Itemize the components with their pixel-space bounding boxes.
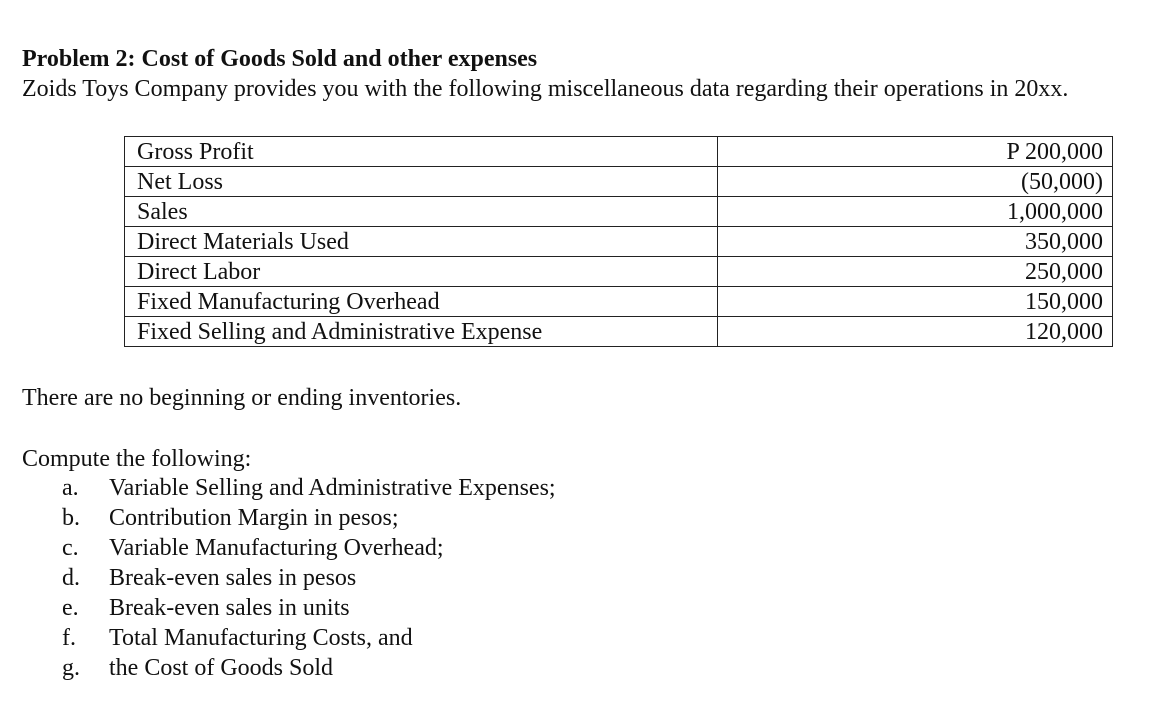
compute-heading: Compute the following: [22, 446, 252, 472]
row-label: Gross Profit [125, 137, 718, 167]
table-row [125, 137, 1113, 167]
item-letter: d. [62, 565, 80, 591]
row-value: (50,000) [718, 167, 1113, 197]
item-text: Variable Selling and Administrative Expenses; [109, 475, 556, 501]
data-table [124, 136, 1113, 347]
row-label: Fixed Selling and Administrative Expense [125, 317, 718, 347]
row-value: 350,000 [718, 227, 1113, 257]
row-value: 150,000 [718, 287, 1113, 317]
item-text: Variable Manufacturing Overhead; [109, 535, 444, 561]
problem-intro: Zoids Toys Company provides you with the following miscellaneous data regarding their operations in 20xx. [22, 76, 1069, 102]
row-value: 1,000,000 [718, 197, 1113, 227]
item-letter: a. [62, 475, 79, 501]
item-letter: g. [62, 655, 80, 681]
row-value: 120,000 [718, 317, 1113, 347]
row-label: Net Loss [125, 167, 718, 197]
table-row [125, 227, 1113, 257]
inventory-note: There are no beginning or ending inventories. [22, 385, 462, 411]
table-row [125, 287, 1113, 317]
item-text: Break-even sales in pesos [109, 565, 357, 591]
row-value: P 200,000 [718, 137, 1113, 167]
row-label: Direct Labor [125, 257, 718, 287]
table-row [125, 167, 1113, 197]
item-letter: b. [62, 505, 80, 531]
item-letter: c. [62, 535, 79, 561]
row-label: Sales [125, 197, 718, 227]
item-text: Total Manufacturing Costs, and [109, 625, 413, 651]
item-text: Contribution Margin in pesos; [109, 505, 399, 531]
table-row [125, 317, 1113, 347]
item-text: the Cost of Goods Sold [109, 655, 334, 681]
problem-title: Problem 2: Cost of Goods Sold and other expenses [22, 46, 538, 72]
row-value: 250,000 [718, 257, 1113, 287]
table-row [125, 197, 1113, 227]
item-letter: f. [62, 625, 76, 651]
table-row [125, 257, 1113, 287]
row-label: Fixed Manufacturing Overhead [125, 287, 718, 317]
row-label: Direct Materials Used [125, 227, 718, 257]
item-text: Break-even sales in units [109, 595, 350, 621]
item-letter: e. [62, 595, 79, 621]
